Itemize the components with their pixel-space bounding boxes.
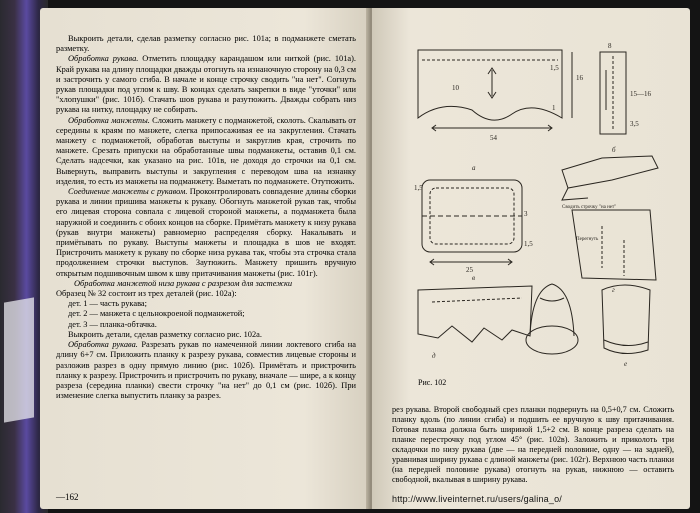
dim-label: 8	[608, 42, 612, 50]
dim-label: 1,5	[524, 240, 533, 248]
figure-letter: б	[612, 146, 616, 154]
dim-label: 15—16	[630, 90, 651, 98]
dim-label: 3,5	[630, 120, 639, 128]
paragraph: Выкроить детали, сделав разметку согласно рис. 102а.	[68, 329, 262, 339]
figure-letter: в	[472, 274, 476, 282]
paragraph: Обработка рукава. Разрезать рукав по намеченной линии локтевого сгиба на длину 6+7 см. Приложить планку к разрезу рукава, совместив лицевые стороны и разложив разрез в одну прямую линию (рис. 102б). Примётать и пристрочить планку к разрезу. Пристрочить и пристрочить по рукаву, вначале — шире, а к концу разреза (середина планки) свести строчку "на нет" до 0,1 см (рис. 102б). При изменение слегка выпустить планку за разрез.	[56, 340, 356, 401]
figure-letter: д	[432, 352, 436, 360]
dim-label: 1,5	[550, 64, 559, 72]
cuff-round	[526, 326, 578, 354]
list-item: дет. 2 — манжета с цельнокроеной подманжетой;	[68, 309, 245, 319]
paragraph: Соединение манжеты с рукавом. Проконтролировать совпадение длины сборки рукава и линии пришива манжеты к рукаву. Обогнуть манжетой рукав так, чтобы его лицевая сторона совпала с лицевой стороной манжеты, а подманжета была наружной и соединить с обоих концов на сборке. Примётать манжету к низу рукава (рукав внутри манжеты) равномерно распределяя сборку. Накалывать и примётывать по рукаву. Выступы манжеты и площадка в шов не входят. Пристрочить манжету к рукаву по сборке низа рукава так, чтобы эта строчка стала продолжением строчки выступов. Заутюжить. Манжету пришить вручную открытым подшивочным швом к шву притачивания манжеты (рис. 101г).	[56, 187, 356, 278]
figure-letter: а	[472, 164, 476, 172]
paragraph: Образец № 32 состоит из трех деталей (рис. 102а):	[56, 289, 237, 299]
right-page-text	[392, 405, 674, 485]
page-number: —162	[56, 492, 79, 502]
dim-label: 25	[466, 266, 473, 274]
sleeve-pattern	[418, 50, 562, 120]
list-item: дет. 3 — планка-обтачка.	[68, 319, 157, 329]
sleeve-bottom	[418, 286, 532, 342]
paragraph: Обработка манжеты. Сложить манжету с подманжетой, сколоть. Скалывать от середины к краям по манжете, слегка припосаживая ее на закругления. Стачать манжету с подманжетой, обработав выступы и закруглив края, строчить по манжете. Срезать припуски на обработанные швы подманжеты, оставив 0,1 см. Сделать надсечки, как указано на рис. 101в, не доходя до строчки на 0,1 см. Вывернуть, выправить выступы и закругления с переводом шва на изнанку изделия, то есть из манжеты на подманжету. Выметать по подманжете. Отутюжить.	[56, 115, 357, 186]
figure-letter: е	[624, 360, 628, 368]
cover-sticker	[4, 297, 34, 422]
placket-detail	[562, 156, 658, 188]
paragraph: рез рукава. Второй свободный срез планки подвернуть на 0,5+0,7 см. Сложить планку вдоль (по линии сгиба) и подшить ее вручную к шву притачивания. Готовая планка должна быть шириной 1,5+2 см. В конце разреза сделать на планке перестрочку под углом 45° (рис. 102в). Заложить и приколоть три складочки по низу рукава (две — на передней половине, одну — на задней), уравнивая ширину рукава с длиной манжеты (рис. 102г). Верхнюю часть планки (на передней половине рукава) отогнуть на рукав, нижнюю — оставить свободной, вкалывая в ширину рукава.	[392, 405, 674, 484]
figure-note: Перегнуть	[576, 237, 599, 242]
figure-note: Сводить строчку "на нет"	[562, 205, 617, 210]
dim-label: 1,5	[414, 184, 423, 192]
dim-label: 54	[490, 134, 497, 142]
left-page-text	[56, 34, 356, 401]
dim-label: 1	[552, 104, 556, 112]
dim-label: 16	[576, 74, 583, 82]
list-item: дет. 1 — часть рукава;	[68, 299, 147, 309]
watermark: http://www.liveinternet.ru/users/galina_o/	[392, 494, 562, 504]
dim-label: 3	[524, 210, 528, 218]
dim-label: 10	[452, 84, 459, 92]
paragraph: Выкроить детали, сделав разметку согласно рис. 101а; в подманжете сметать разметку.	[56, 34, 356, 54]
paragraph: Обработка рукава. Отметить площадку карандашом или ниткой (рис. 101а). Край рукава на длину площадки дважды отогнуть на изнаночную сторону на 0,3 см и застрочить у самого сгиба. В начале и конце строчку сводить "на нет". Согнуть рукав площадки под углом к шву. В концах сделать закрепки в виде "уточки" или "хлопушки" (рис. 101б). Стачать шов рукава и разутюжить. Дважды собрать низ рукава на нитку, площадку не собирать.	[56, 54, 356, 115]
figure-caption: Рис. 102	[418, 378, 447, 387]
section-heading: Обработка манжетой низа рукава с разрезом для застежки	[74, 278, 293, 288]
figure-102	[412, 40, 668, 372]
figure-letter: г	[612, 286, 615, 294]
sleeve-pleats	[572, 210, 656, 280]
